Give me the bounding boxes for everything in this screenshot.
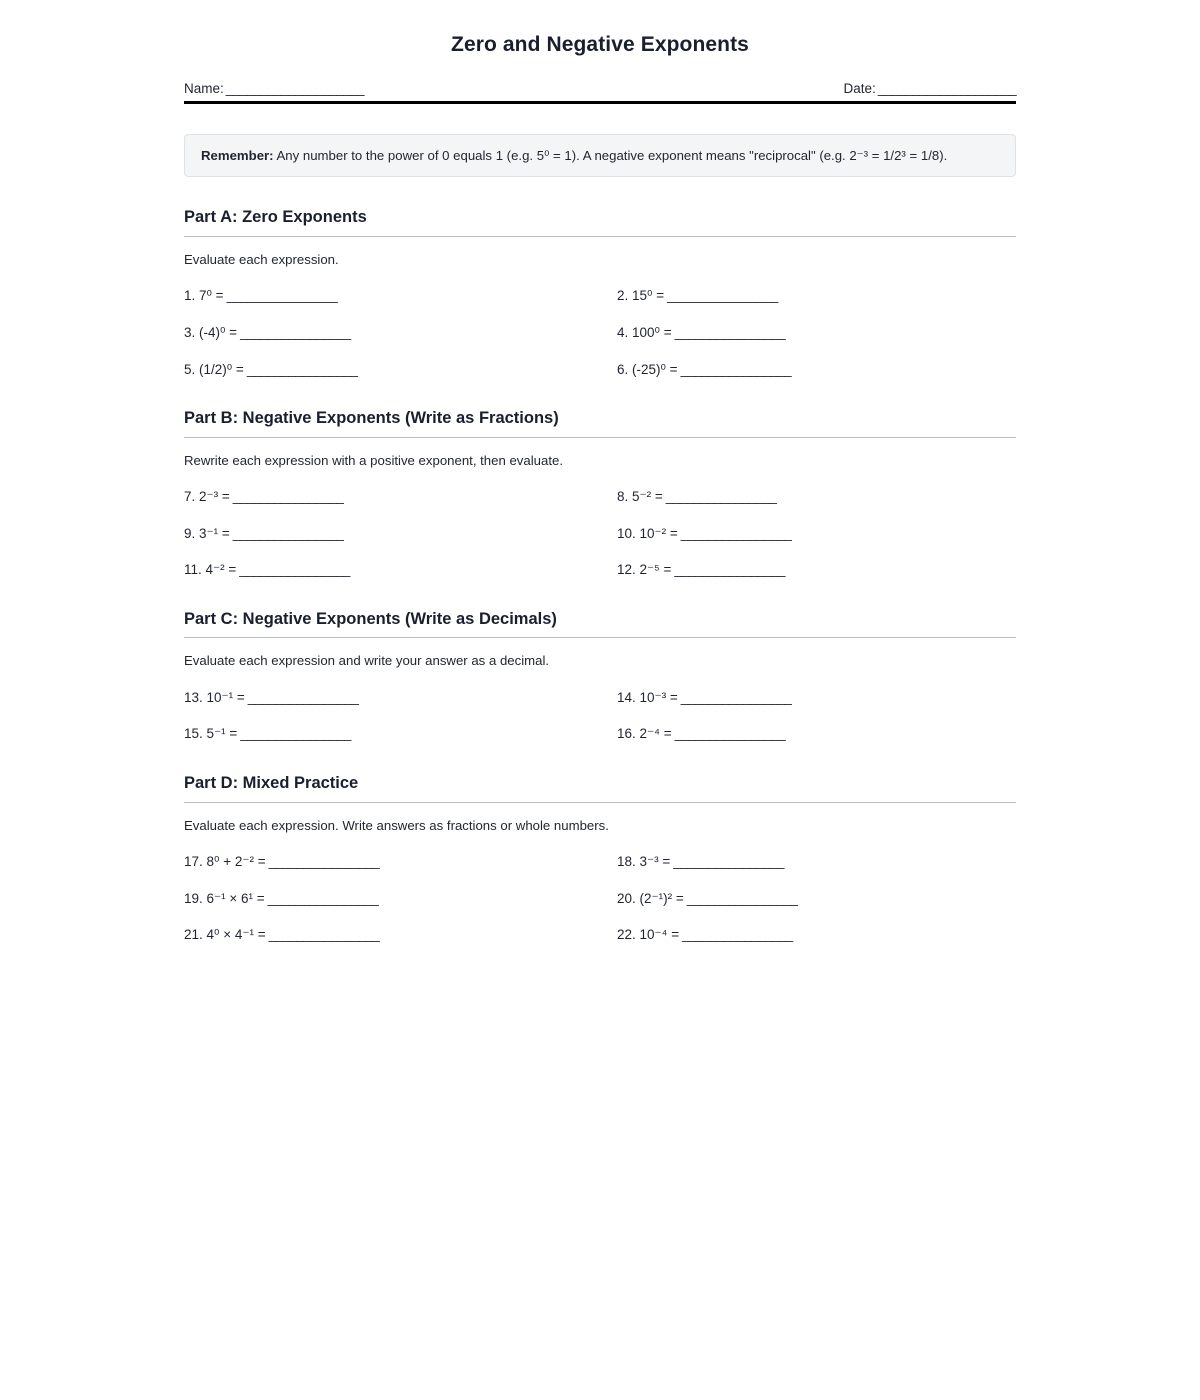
problem-20	[617, 890, 1016, 908]
problem-3-text: 3. (-4)⁰ =	[184, 324, 238, 340]
date-label: Date:	[843, 81, 876, 97]
section-part-b	[184, 408, 1016, 579]
remember-text: Any number to the power of 0 equals 1 (e.g. 5⁰ = 1). A negative exponent means "reciprocal" (e.g. 2⁻³ = 1/2³ = 1/8).	[273, 148, 948, 164]
problem-14-answer-blank[interactable]: ________________	[680, 689, 792, 705]
problem-13-text: 13. 10⁻¹ =	[184, 689, 245, 705]
problem-grid-part-c	[184, 689, 1016, 743]
problem-4	[617, 324, 1016, 342]
problem-15-text: 15. 5⁻¹ =	[184, 726, 238, 742]
problem-7-answer-blank[interactable]: ________________	[232, 489, 344, 505]
problem-21-answer-blank[interactable]: ________________	[268, 927, 380, 943]
problem-4-answer-blank[interactable]: ________________	[674, 324, 786, 340]
problem-18-answer-blank[interactable]: ________________	[673, 854, 784, 870]
problem-9	[184, 525, 617, 543]
section-instructions-part-b: Rewrite each expression with a positive exponent, then evaluate.	[184, 452, 563, 468]
remember-note	[184, 134, 1016, 177]
date-blank-line[interactable]: ____________________	[877, 81, 1016, 97]
section-instructions-part-a: Evaluate each expression.	[184, 251, 339, 267]
problem-18-text: 18. 3⁻³ =	[617, 854, 671, 870]
section-heading-part-d: Part D: Mixed Practice	[184, 773, 1016, 803]
problem-14	[617, 689, 1016, 707]
problem-20-text: 20. (2⁻¹)² =	[617, 890, 684, 906]
problem-2-text: 2. 15⁰ =	[617, 288, 665, 304]
section-instructions-part-d: Evaluate each expression. Write answers as fractions or whole numbers.	[184, 817, 609, 833]
section-part-a	[184, 207, 1016, 378]
problem-10-text: 10. 10⁻² =	[617, 525, 678, 541]
problem-8	[617, 488, 1016, 506]
problem-15-answer-blank[interactable]: ________________	[240, 726, 351, 742]
problem-9-text: 9. 3⁻¹ =	[184, 525, 230, 541]
problem-13-answer-blank[interactable]: ________________	[247, 689, 359, 705]
problem-3-answer-blank[interactable]: ________________	[240, 324, 351, 340]
page-title: Zero and Negative Exponents	[451, 33, 749, 56]
problem-13	[184, 689, 617, 707]
problem-19	[184, 890, 617, 908]
header-divider	[184, 101, 1016, 104]
problem-1-answer-blank[interactable]: ________________	[226, 288, 338, 304]
problem-10	[617, 525, 1016, 543]
problem-11-text: 11. 4⁻² =	[184, 562, 237, 578]
problem-16-answer-blank[interactable]: ________________	[674, 726, 786, 742]
problem-3	[184, 324, 617, 342]
problem-11-answer-blank[interactable]: ________________	[239, 562, 350, 578]
problem-17-text: 17. 8⁰ + 2⁻² =	[184, 854, 266, 870]
problem-grid-part-b	[184, 488, 1016, 579]
problem-11	[184, 561, 617, 579]
problem-21	[184, 926, 617, 944]
problem-15	[184, 725, 617, 743]
problem-5	[184, 361, 617, 379]
problem-6	[617, 361, 1016, 379]
problem-5-text: 5. (1/2)⁰ =	[184, 361, 244, 377]
problem-22	[617, 926, 1016, 944]
problem-6-answer-blank[interactable]: ________________	[680, 361, 792, 377]
name-field[interactable]	[184, 81, 364, 96]
problem-19-text: 19. 6⁻¹ × 6¹ =	[184, 890, 265, 906]
problem-7-text: 7. 2⁻³ =	[184, 489, 230, 505]
problem-5-answer-blank[interactable]: ________________	[246, 361, 358, 377]
problem-18	[617, 853, 1016, 871]
problem-16	[617, 725, 1016, 743]
problem-7	[184, 488, 617, 506]
problem-12-text: 12. 2⁻⁵ =	[617, 562, 672, 578]
problem-21-text: 21. 4⁰ × 4⁻¹ =	[184, 927, 266, 943]
problem-grid-part-d	[184, 853, 1016, 944]
problem-14-text: 14. 10⁻³ =	[617, 689, 678, 705]
section-heading-part-b: Part B: Negative Exponents (Write as Fractions)	[184, 408, 1016, 438]
problem-19-answer-blank[interactable]: ________________	[267, 890, 379, 906]
problem-16-text: 16. 2⁻⁴ =	[617, 726, 672, 742]
problem-22-answer-blank[interactable]: ________________	[682, 927, 793, 943]
problem-1-text: 1. 7⁰ =	[184, 288, 224, 304]
section-heading-part-c: Part C: Negative Exponents (Write as Decimals)	[184, 609, 1016, 639]
name-blank-line[interactable]: ____________________	[225, 81, 364, 97]
remember-label: Remember:	[201, 148, 274, 164]
name-label: Name:	[184, 81, 224, 97]
section-part-c	[184, 609, 1016, 743]
date-field[interactable]	[844, 81, 1016, 96]
problem-1	[184, 287, 617, 305]
section-instructions-part-c: Evaluate each expression and write your answer as a decimal.	[184, 653, 550, 669]
section-part-d	[184, 773, 1016, 944]
problem-8-answer-blank[interactable]: ________________	[665, 489, 777, 505]
name-date-row	[184, 81, 1016, 96]
problem-12	[617, 561, 1016, 579]
problem-9-answer-blank[interactable]: ________________	[232, 525, 344, 541]
problem-4-text: 4. 100⁰ =	[617, 324, 672, 340]
problem-grid-part-a	[184, 287, 1016, 378]
problem-2-answer-blank[interactable]: ________________	[667, 288, 778, 304]
problem-17	[184, 853, 617, 871]
problem-2	[617, 287, 1016, 305]
problem-20-answer-blank[interactable]: ________________	[686, 890, 798, 906]
problem-6-text: 6. (-25)⁰ =	[617, 361, 678, 377]
problem-12-answer-blank[interactable]: ________________	[674, 562, 785, 578]
problem-17-answer-blank[interactable]: ________________	[268, 854, 380, 870]
problem-22-text: 22. 10⁻⁴ =	[617, 927, 680, 943]
section-heading-part-a: Part A: Zero Exponents	[184, 207, 1016, 237]
problem-10-answer-blank[interactable]: ________________	[680, 525, 792, 541]
problem-8-text: 8. 5⁻² =	[617, 489, 663, 505]
